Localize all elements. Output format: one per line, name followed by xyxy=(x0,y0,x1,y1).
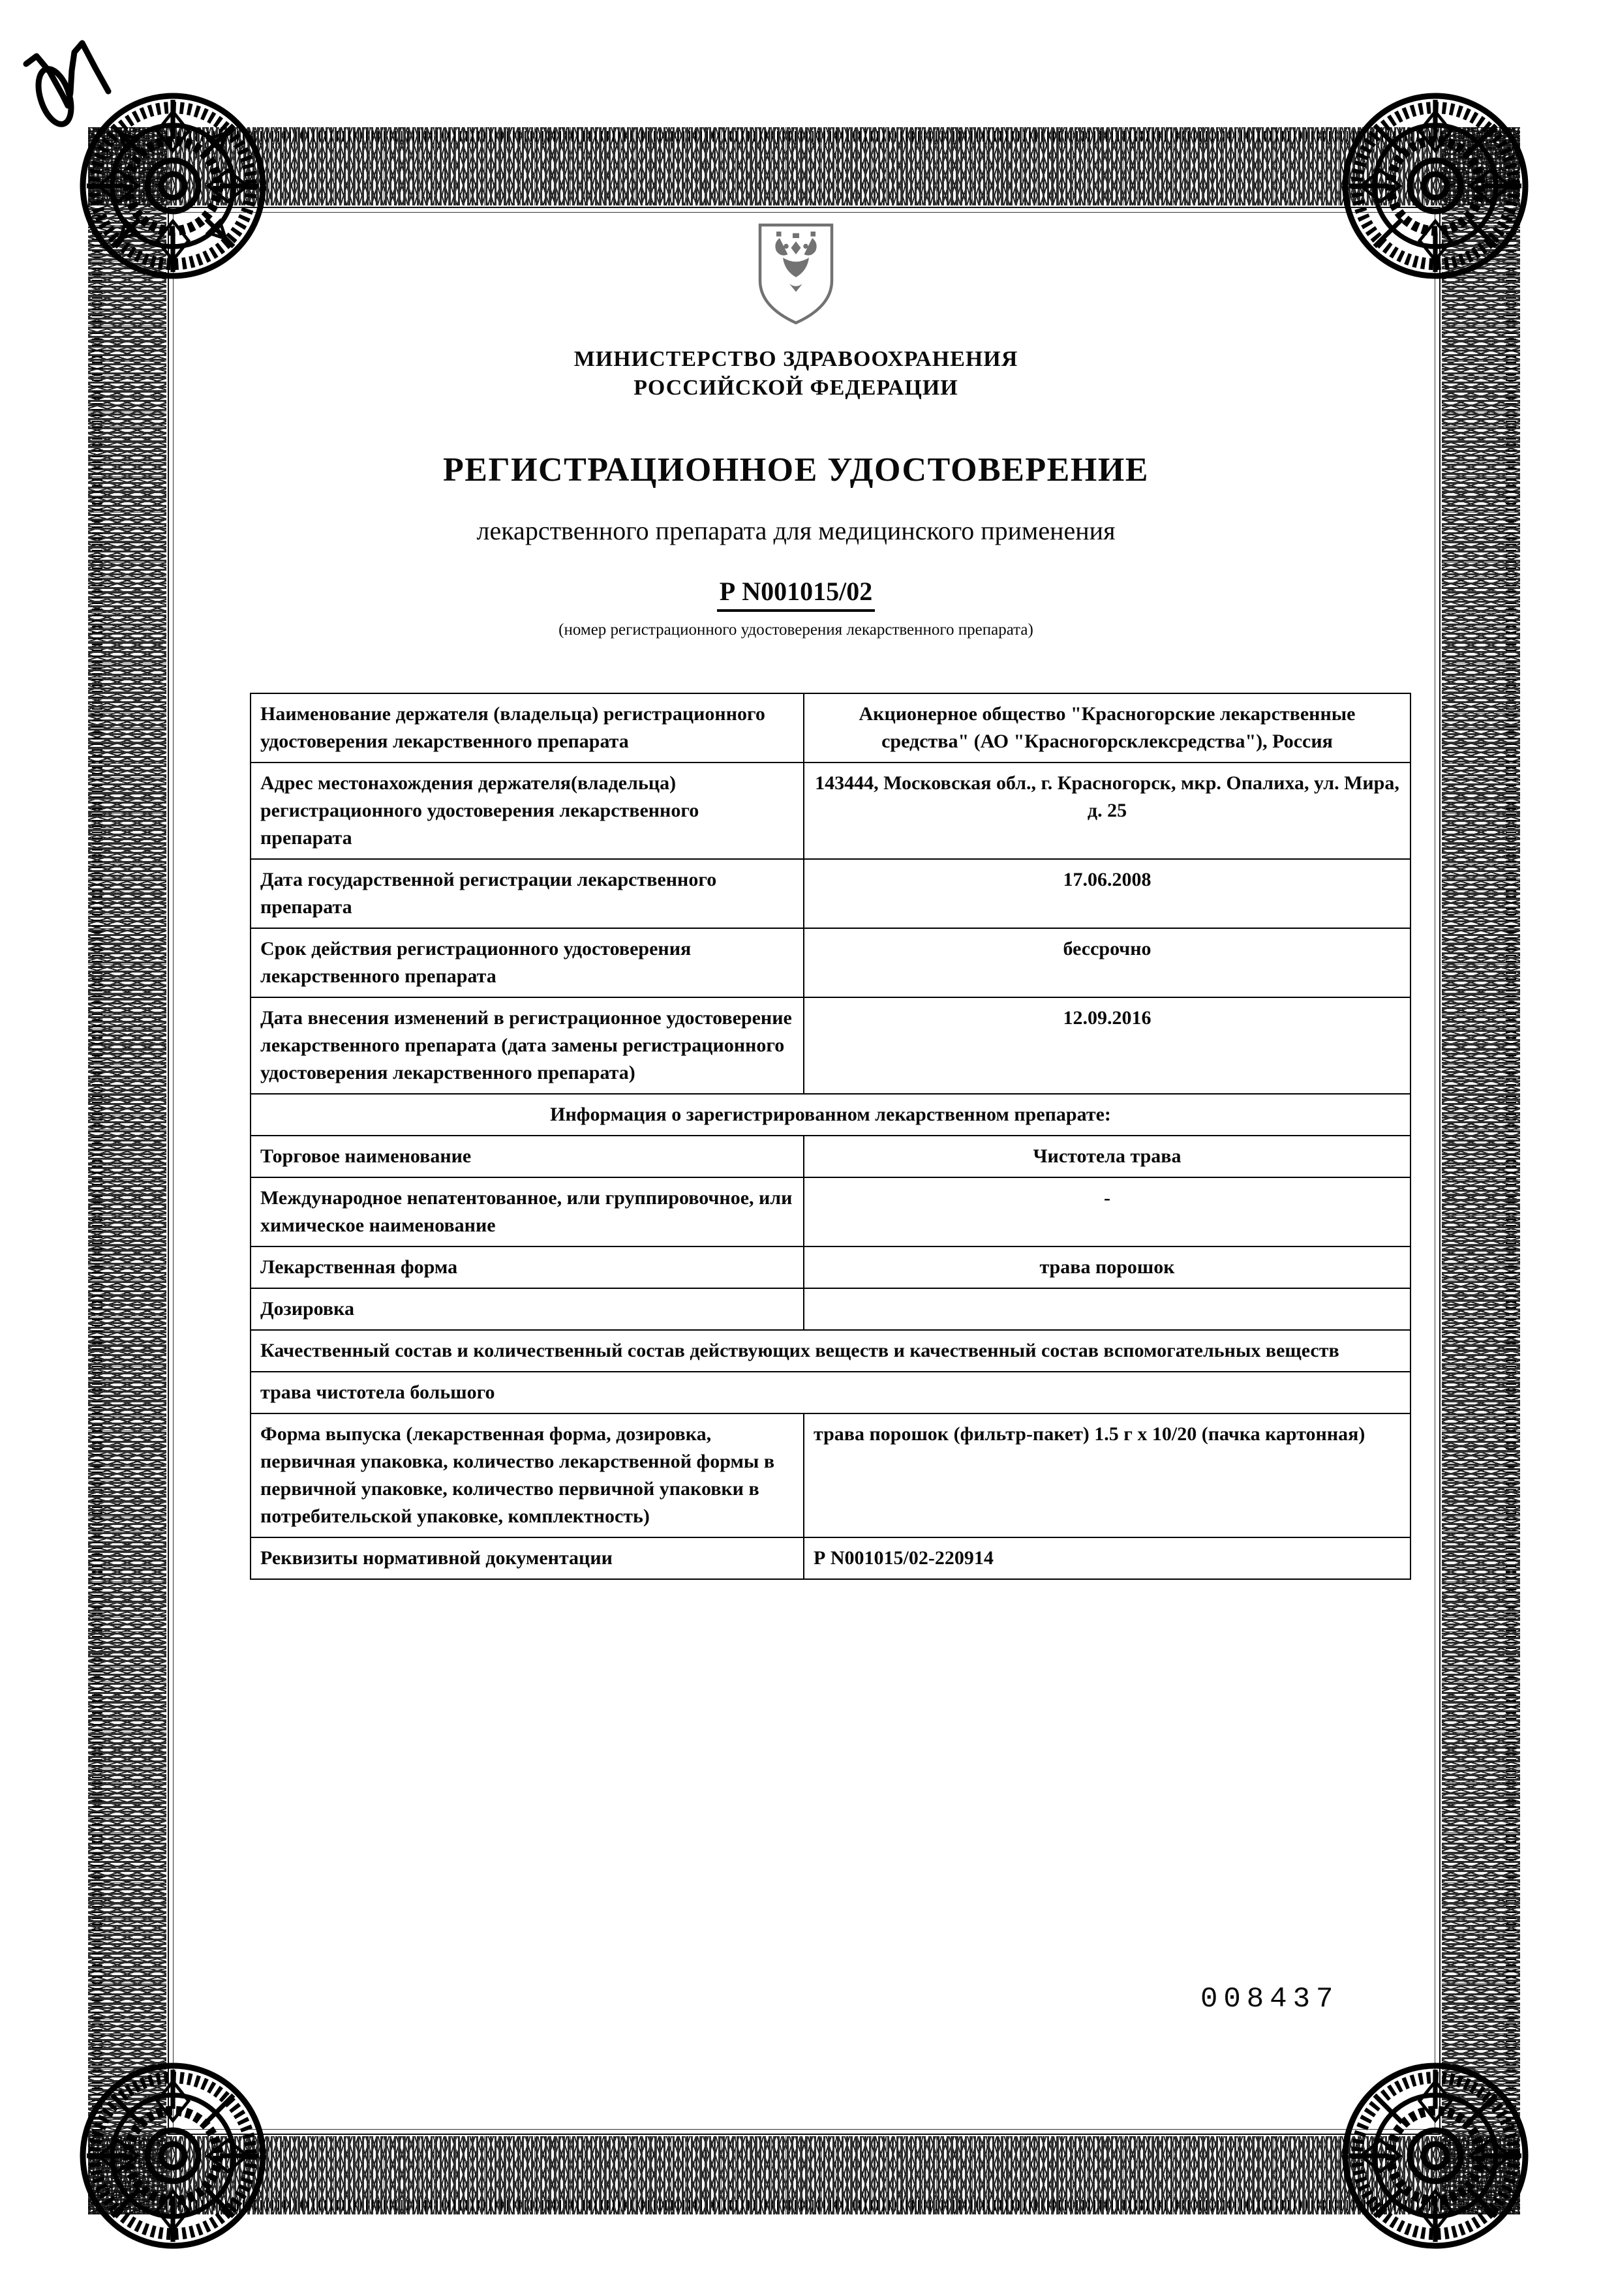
corner-rosette-bottom-right xyxy=(1337,2058,1533,2254)
table-row-dosage-form xyxy=(251,1246,1410,1288)
border-ticks-left xyxy=(92,205,102,2136)
composition-header: Качественный состав и количественный состав действующих веществ и качественный состав вспомогательных веществ xyxy=(251,1330,1410,1372)
row-label: Лекарственная форма xyxy=(251,1246,804,1288)
table-row-composition-header xyxy=(251,1330,1410,1372)
row-label: Международное непатентованное, или группировочное, или химическое наименование xyxy=(251,1177,804,1246)
row-label: Дата внесения изменений в регистрационное удостоверение лекарственного препарата (дата замены регистрационного удостоверения лекарственного препарата) xyxy=(251,997,804,1094)
border-ticks-bottom xyxy=(166,2200,1442,2211)
row-value: 12.09.2016 xyxy=(804,997,1410,1094)
row-value: трава порошок xyxy=(804,1246,1410,1288)
document-subtitle: лекарственного препарата для медицинского применения xyxy=(476,516,1116,545)
table-row-amendment-date xyxy=(251,997,1410,1094)
border-ticks-top xyxy=(166,131,1442,142)
certificate-table xyxy=(250,693,1411,1580)
row-label: Адрес местонахождения держателя(владельца) регистрационного удостоверения лекарственного препарата xyxy=(251,763,804,859)
row-value: Акционерное общество "Красногорские лекарственные средства" (АО "Красногорсклексредства"), Россия xyxy=(804,693,1410,763)
document-title: РЕГИСТРАЦИОННОЕ УДОСТОВЕРЕНИЕ xyxy=(443,451,1149,489)
section-header: Информация о зарегистрированном лекарственном препарате: xyxy=(251,1094,1410,1136)
ministry-line-2: РОССИЙСКОЙ ФЕДЕРАЦИИ xyxy=(633,376,958,400)
table-row-normative-docs xyxy=(251,1537,1410,1579)
row-value xyxy=(804,1288,1410,1330)
table-row-trade-name xyxy=(251,1136,1410,1177)
row-label: Наименование держателя (владельца) регистрационного удостоверения лекарственного препарата xyxy=(251,693,804,763)
border-ticks-right xyxy=(1506,205,1516,2136)
corner-rosette-bottom-left xyxy=(75,2058,271,2254)
row-label: Реквизиты нормативной документации xyxy=(251,1537,804,1579)
table-row-registration-date xyxy=(251,859,1410,928)
table-row-section-header xyxy=(251,1094,1410,1136)
table-row-validity-term xyxy=(251,928,1410,997)
table-row-release-form xyxy=(251,1413,1410,1537)
row-value: трава порошок (фильтр-пакет) 1.5 г х 10/20 (пачка картонная) xyxy=(804,1413,1410,1537)
row-value: 143444, Московская обл., г. Красногорск, мкр. Опалиха, ул. Мира, д. 25 xyxy=(804,763,1410,859)
ministry-line-1: МИНИСТЕРСТВО ЗДРАВООХРАНЕНИЯ xyxy=(573,347,1018,371)
row-label: Торговое наименование xyxy=(251,1136,804,1177)
russian-coat-of-arms-icon xyxy=(747,215,845,329)
row-label: Срок действия регистрационного удостоверения лекарственного препарата xyxy=(251,928,804,997)
table-row-inn-name xyxy=(251,1177,1410,1246)
registration-number: Р N001015/02 xyxy=(717,576,875,612)
serial-number: 008437 xyxy=(1200,1983,1339,2016)
row-label: Форма выпуска (лекарственная форма, дозировка, первичная упаковка, количество лекарственной формы в первичной упаковке, количество первичной упаковки в потребительской упаковке, комплектность) xyxy=(251,1413,804,1537)
table-row-composition-value xyxy=(251,1372,1410,1413)
row-value: 17.06.2008 xyxy=(804,859,1410,928)
row-label: Дозировка xyxy=(251,1288,804,1330)
certificate-table-body xyxy=(251,693,1410,1579)
table-row-dosage xyxy=(251,1288,1410,1330)
composition-value: трава чистотела большого xyxy=(251,1372,1410,1413)
row-value: - xyxy=(804,1177,1410,1246)
row-value: Чистотела трава xyxy=(804,1136,1410,1177)
row-label: Дата государственной регистрации лекарственного препарата xyxy=(251,859,804,928)
row-value: бессрочно xyxy=(804,928,1410,997)
registration-number-caption: (номер регистрационного удостоверения лекарственного препарата) xyxy=(558,621,1033,639)
row-value: Р N001015/02-220914 xyxy=(804,1537,1410,1579)
certificate-header xyxy=(176,215,1416,639)
table-row-holder-address xyxy=(251,763,1410,859)
table-row-holder-name xyxy=(251,693,1410,763)
